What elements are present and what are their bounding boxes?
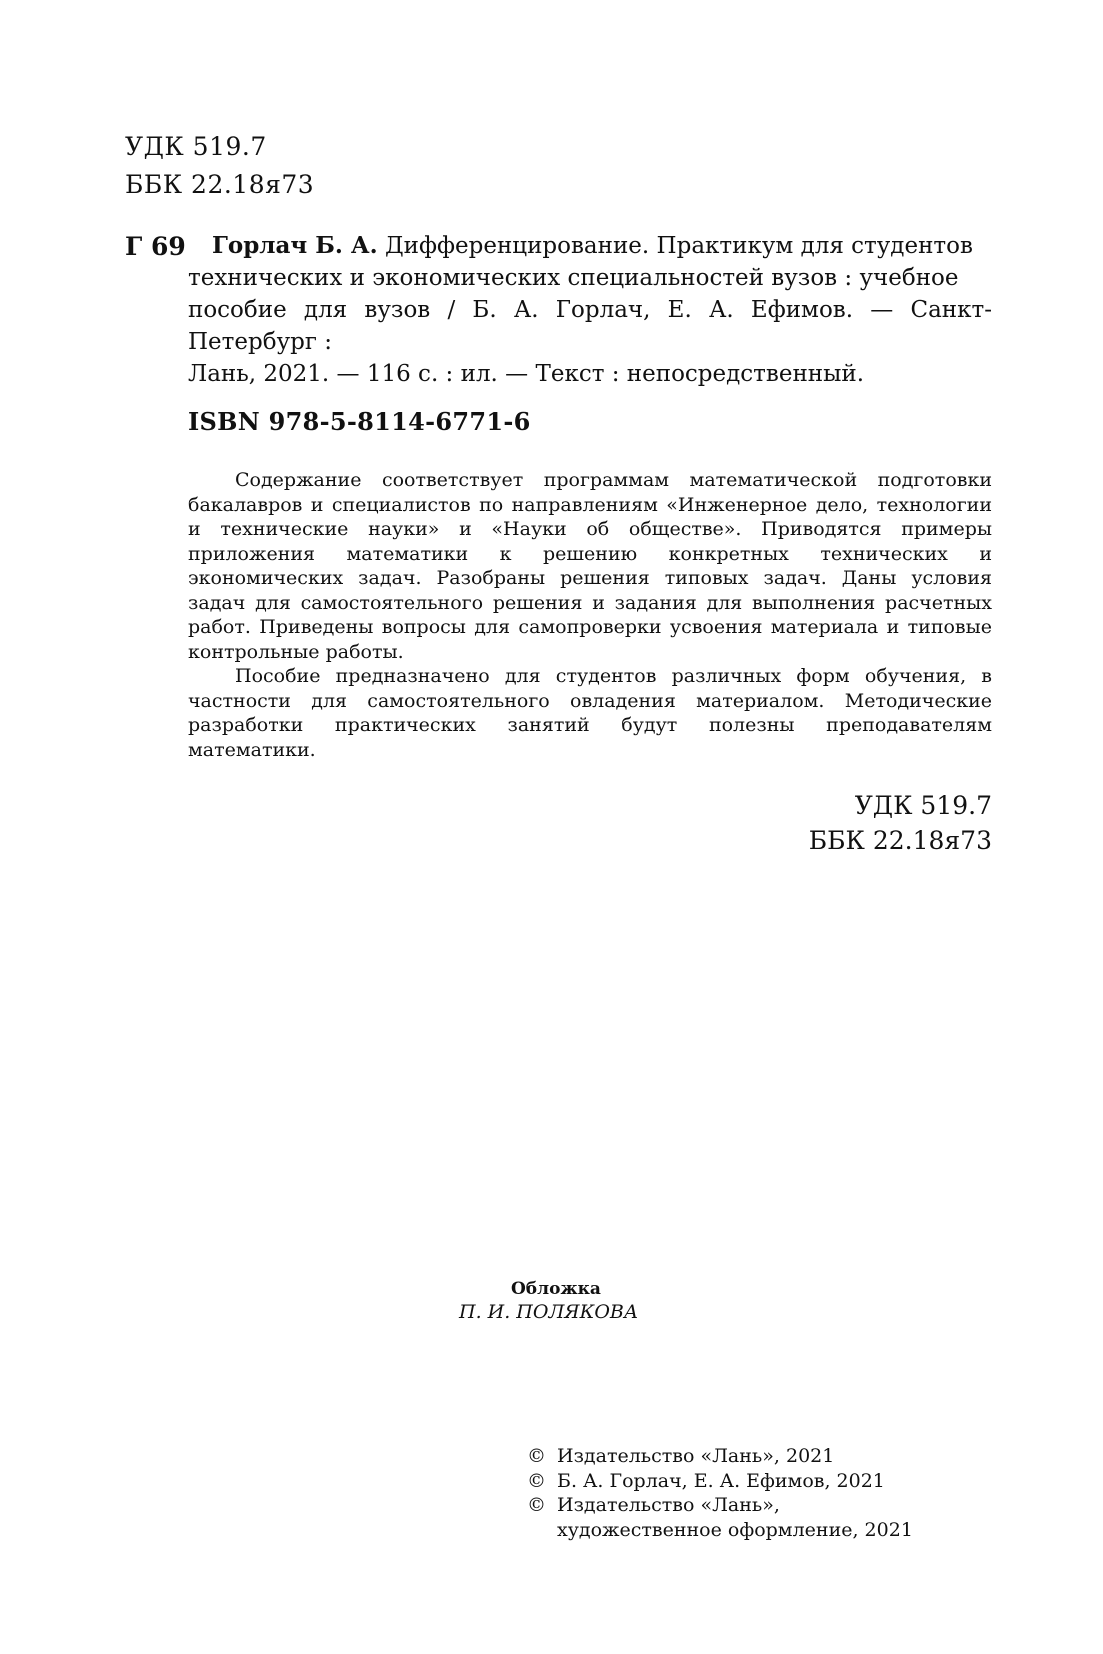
author-name: Горлач Б. А. [212,232,378,259]
copyright-line-1: Издательство «Лань», 2021 [557,1445,835,1467]
copyright-icon: © [527,1469,546,1492]
cover-designer: П. И. ПОЛЯКОВА [459,1301,639,1323]
author-mark: Г 69 [125,232,186,261]
copyright-icon: © [527,1494,546,1516]
footer-udk-code: УДК 519.7 [854,791,992,820]
copyright-icon: © [527,1445,546,1467]
entry-line-2: технических и экономических специальностей вузов : учебное [188,265,959,291]
entry-line-4: Лань, 2021. — 116 с. : ил. — Текст : непосредственный. [188,361,865,387]
copyright-block [527,1444,967,1542]
copyright-line-3a: Издательство «Лань», [557,1494,780,1516]
copyright-line-3b: художественное оформление, 2021 [557,1518,913,1541]
footer-bbk-code: ББК 22.18я73 [808,826,992,855]
abstract [188,468,992,762]
entry-continuation [188,262,992,390]
abstract-paragraph-2: Пособие предназначено для студентов различных форм обучения, в частности для самостоятельного овладения материалом. Методические разработки практических занятий будут полезны преподавателям математики. [188,665,992,761]
entry-line-1: Дифференцирование. Практикум для студентов [377,233,973,259]
abstract-paragraph-1: Содержание соответствует программам математической подготовки бакалавров и специалистов по направлениям «Инженерное дело, технологии и технические науки» и «Науки об обществе». Приводятся примеры приложения математики к решению конкретных технических и экономических задач. Разобраны решения типовых задач. Даны условия задач для самостоятельного решения и задания для выполнения расчетных работ. Приведены вопросы для самопроверки усвоения материала и типовые контрольные работы. [188,469,992,663]
udk-code: УДК 519.7 [125,132,267,161]
bibliographic-entry [212,230,992,262]
footer-codes [700,788,992,858]
entry-line-3: пособие для вузов / Б. А. Горлач, Е. А. Ефимов. — Санкт-Петербург : [188,297,992,355]
cover-label: Обложка [511,1279,601,1299]
isbn: ISBN 978-5-8114-6771-6 [188,407,531,436]
bbk-code: ББК 22.18я73 [125,170,315,199]
copyright-line-2: Б. А. Горлач, Е. А. Ефимов, 2021 [557,1469,885,1492]
